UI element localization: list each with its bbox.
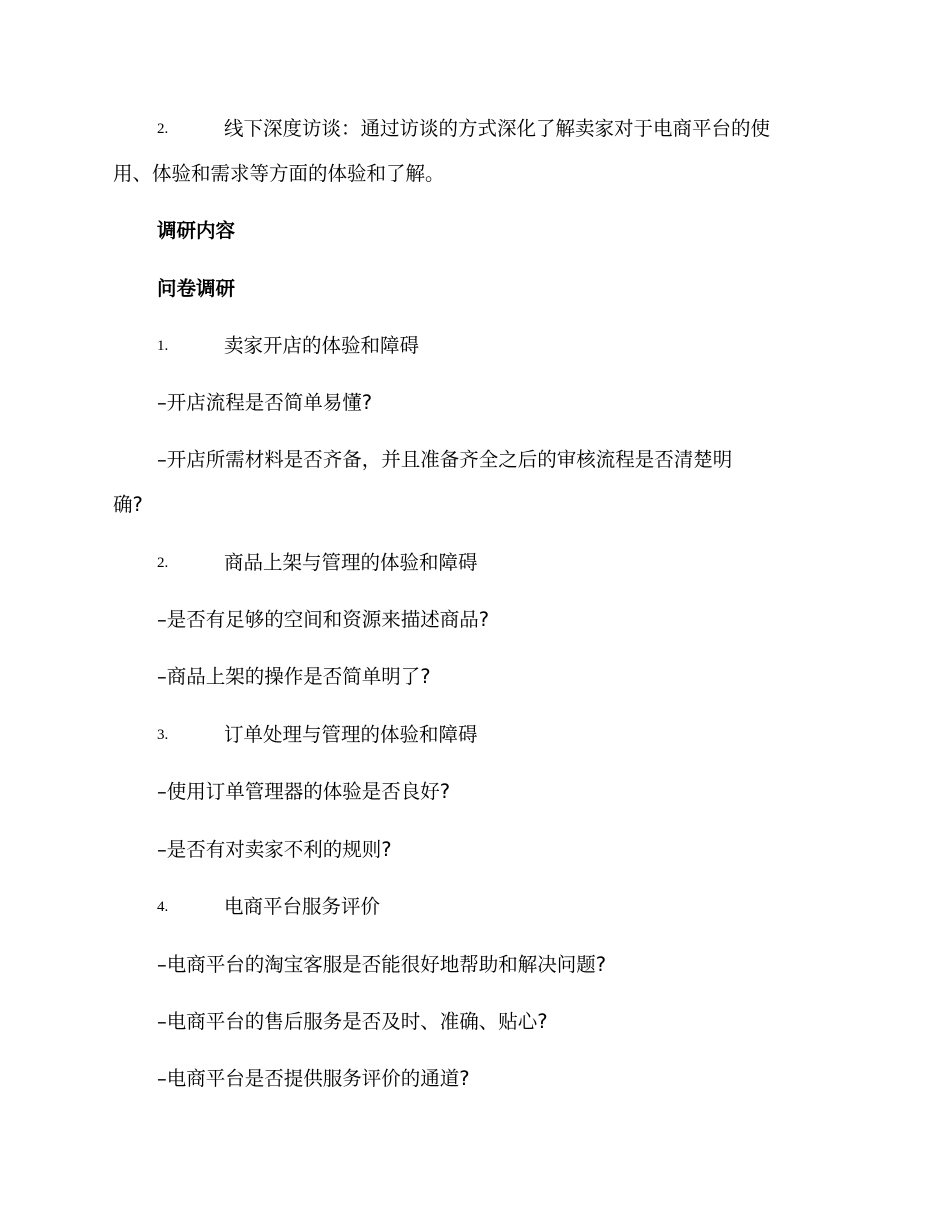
question-item: –是否有足够的空间和资源来描述商品? bbox=[157, 608, 490, 631]
section-title: 商品上架与管理的体验和障碍 bbox=[224, 551, 478, 574]
heading-research-content: 调研内容 bbox=[157, 219, 236, 242]
question-item: –电商平台是否提供服务评价的通道? bbox=[157, 1067, 470, 1090]
question-item: –开店流程是否简单易懂? bbox=[157, 391, 373, 414]
intro-item-text-line1: 线下深度访谈：通过访谈的方式深化了解卖家对于电商平台的使 bbox=[224, 117, 771, 140]
section-number: 1. bbox=[157, 338, 169, 354]
question-item: –电商平台的售后服务是否及时、准确、贴心? bbox=[157, 1010, 548, 1033]
question-item: –是否有对卖家不利的规则? bbox=[157, 838, 392, 861]
section-number: 3. bbox=[157, 727, 169, 743]
section-title: 订单处理与管理的体验和障碍 bbox=[224, 723, 478, 746]
intro-item-text-line2: 用、体验和需求等方面的体验和了解。 bbox=[113, 162, 445, 185]
intro-item-number: 2. bbox=[157, 121, 169, 137]
section-title: 电商平台服务评价 bbox=[224, 895, 381, 918]
section-number: 2. bbox=[157, 555, 169, 571]
question-item: –开店所需材料是否齐备，并且准备齐全之后的审核流程是否清楚明 bbox=[157, 448, 733, 471]
heading-questionnaire: 问卷调研 bbox=[157, 277, 236, 300]
question-item: –电商平台的淘宝客服是否能很好地帮助和解决问题? bbox=[157, 953, 607, 976]
section-title: 卖家开店的体验和障碍 bbox=[224, 334, 420, 357]
question-item: –商品上架的操作是否简单明了? bbox=[157, 665, 431, 688]
section-number: 4. bbox=[157, 899, 169, 915]
question-continuation: 确? bbox=[113, 493, 143, 516]
question-item: –使用订单管理器的体验是否良好? bbox=[157, 780, 451, 803]
